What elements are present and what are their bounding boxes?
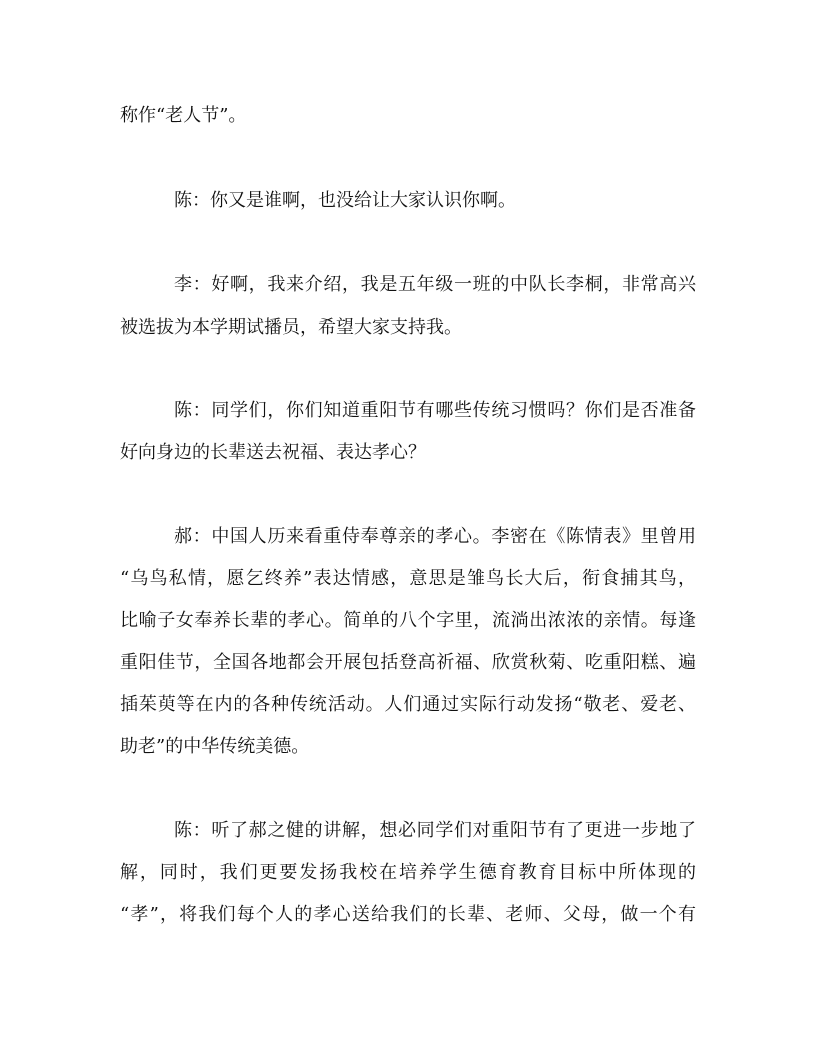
- dialogue-line-chen: 陈：听了郝之健的讲解，想必同学们对重阳节有了更进一步地了: [174, 820, 696, 841]
- text-line: 助老”的中华传统美德。: [120, 736, 310, 757]
- dialogue-line-chen: 陈：同学们，你们知道重阳节有哪些传统习惯吗？你们是否准备: [174, 400, 696, 421]
- text-line: 称作“老人节”。: [120, 105, 247, 126]
- text-line: 好向身边的长辈送去祝福、表达孝心？: [120, 442, 426, 463]
- text-line: 被选拔为本学期试播员，希望大家支持我。: [120, 317, 462, 338]
- dialogue-line-chen: 陈：你又是谁啊，也没给让大家认识你啊。: [174, 190, 516, 211]
- text-line: 比喻子女奉养长辈的孝心。简单的八个字里，流淌出浓浓的亲情。每逢: [120, 610, 696, 631]
- text-line: 解，同时，我们更要发扬我校在培养学生德育教育目标中所体现的: [120, 862, 696, 883]
- dialogue-line-li: 李：好啊，我来介绍，我是五年级一班的中队长李桐，非常高兴: [174, 274, 696, 295]
- dialogue-line-hao: 郝：中国人历来看重侍奉尊亲的孝心。李密在《陈情表》里曾用: [174, 526, 696, 547]
- text-line: 插茱萸等在内的各种传统活动。人们通过实际行动发扬“敬老、爱老、: [120, 694, 696, 715]
- text-line: “孝”，将我们每个人的孝心送给我们的长辈、老师、父母，做一个有: [120, 904, 696, 925]
- text-line: “乌鸟私情，愿乞终养”表达情感，意思是雏鸟长大后，衔食捕其鸟，: [120, 568, 696, 589]
- text-line: 重阳佳节，全国各地都会开展包括登高祈福、欣赏秋菊、吃重阳糕、遍: [120, 652, 696, 673]
